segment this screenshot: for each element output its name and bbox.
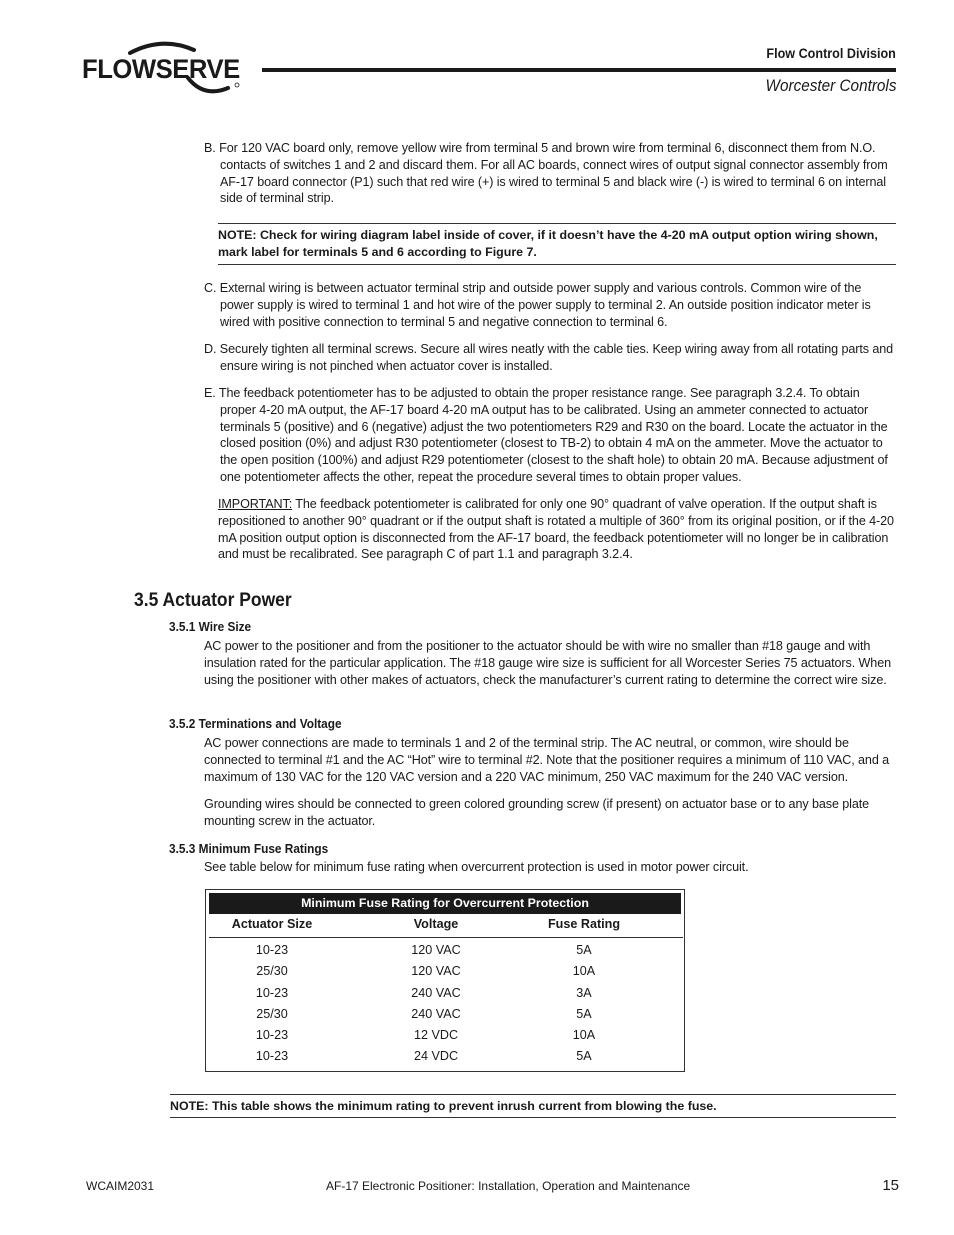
fuse-rating-table: [205, 889, 685, 1072]
logo-wordmark: FLOWSERVE: [82, 54, 240, 84]
item-c-text: C. External wiring is between actuator terminal strip and outside power supply and various controls. Common wire of the power supply is wired to terminal 1 and hot wire of the power supply to terminal 2. An outside position indicator meter is wired with positive connection to terminal 5 and negative connection to terminal 6.: [204, 281, 871, 329]
terminations-heading: 3.5.2 Terminations and Voltage: [169, 717, 342, 731]
item-c: [204, 280, 896, 330]
item-b-text: B. For 120 VAC board only, remove yellow wire from terminal 5 and brown wire from terminal 6, disconnect them from N.O. contacts of switches 1 and 2 and discard them. For all AC boards, connect wires of output signal connector assembly from AF-17 board connector (P1) such that red wire (+) is wired to terminal 5 and black wire (-) is wired to terminal 6 on internal side of terminal strip.: [204, 141, 888, 206]
table-header-row: [206, 916, 684, 936]
cell-actuator-size: 10-23: [255, 986, 289, 1000]
cell-fuse-rating: 5A: [576, 1007, 592, 1021]
terminations-text-2: Grounding wires should be connected to green colored grounding screw (if present) on actuator base or to any base plate mounting screw in the actuator.: [204, 797, 870, 828]
section-title: 3.5 Actuator Power: [134, 590, 292, 611]
item-b: [204, 140, 896, 207]
cell-voltage: 24 VDC: [413, 1049, 459, 1063]
important-label: IMPORTANT:: [218, 497, 293, 511]
fuse-ratings-heading: 3.5.3 Minimum Fuse Ratings: [169, 842, 329, 856]
table-row: [206, 986, 684, 1007]
cell-voltage: 240 VAC: [411, 1007, 461, 1021]
cell-fuse-rating: 10A: [572, 1028, 596, 1042]
important-text: The feedback potentiometer is calibrated for only one 90° quadrant of valve operation. If the output shaft is repositioned to another 90° quadrant or if the output shaft is rotated a multiple of 360° from its original position, or if the 4-20 mA position output option is disconnected from the AF-17 board, the feedback potentiometer will no longer be in calibration and must be recalibrated. See paragraph C of part 1.1 and paragraph 3.2.4.: [218, 497, 894, 562]
cell-voltage: 120 VAC: [411, 964, 461, 978]
header-rule: [262, 68, 896, 72]
page-number: 15: [882, 1177, 899, 1194]
header-voltage: Voltage: [413, 917, 459, 931]
table-row: [206, 1049, 684, 1070]
table-title: Minimum Fuse Rating for Overcurrent Protection: [209, 893, 681, 914]
inrush-note: NOTE: This table shows the minimum rating to prevent inrush current from blowing the fuse.: [170, 1094, 896, 1118]
header-brand: Worcester Controls: [765, 76, 896, 95]
cell-voltage: 240 VAC: [411, 986, 461, 1000]
wiring-label-note: NOTE: Check for wiring diagram label inside of cover, if it doesn’t have the 4-20 mA output option wiring shown, mark label for terminals 5 and 6 according to Figure 7.: [218, 223, 896, 265]
footer-doc-title: AF-17 Electronic Positioner: Installation, Operation and Maintenance: [326, 1179, 691, 1193]
header-fuse-rating: Fuse Rating: [547, 917, 621, 931]
item-d: [204, 341, 896, 375]
table-row: [206, 964, 684, 985]
item-d-text: D. Securely tighten all terminal screws. Secure all wires neatly with the cable ties. Keep wiring away from all rotating parts and ensure wiring is not pinched when actuator cover is installed.: [204, 342, 894, 373]
cell-fuse-rating: 5A: [576, 1049, 592, 1063]
cell-fuse-rating: 3A: [576, 986, 592, 1000]
header-division: Flow Control Division: [766, 45, 896, 61]
cell-actuator-size: 25/30: [256, 1007, 288, 1021]
terminations-text-1: AC power connections are made to terminals 1 and 2 of the terminal strip. The AC neutral, or common, wire should be connected to terminal #1 and the AC “Hot” wire to terminal #2. Note that the positioner requires a minimum of 110 VAC, and a maximum of 130 VAC for the 120 VAC version and a 220 VAC minimum, 250 VAC maximum for the 240 VAC version.: [204, 736, 890, 784]
cell-fuse-rating: 10A: [572, 964, 596, 978]
wire-size-heading: 3.5.1 Wire Size: [169, 620, 252, 634]
table-row: [206, 1028, 684, 1049]
table-row: [206, 1007, 684, 1028]
flowserve-logo: [82, 38, 242, 100]
item-e-text: E. The feedback potentiometer has to be adjusted to obtain the proper resistance range. See paragraph 3.2.4. To obtain proper 4-20 mA output, the AF-17 board 4-20 mA output has to be calibrated. Using an ammeter connected to actuator terminals 5 (positive) and 6 (negative) adjust the two potentiometers R29 and R30 on the board. Locate the actuator in the closed position (0%) and adjust R30 potentiometer (closest to TB-2) to obtain 4 mA on the ammeter. Move the actuator to the open position (100%) and adjust R29 potentiometer (closest to the shaft hole) to obtain 20 mA. Because adjustment of one potentiometer affects the other, repeat the procedure several times to obtain proper values.: [204, 386, 888, 484]
important-paragraph: [218, 496, 896, 563]
table-row: [206, 943, 684, 964]
cell-fuse-rating: 5A: [576, 943, 592, 957]
cell-actuator-size: 10-23: [255, 1028, 289, 1042]
footer-doc-id: WCAIM2031: [86, 1179, 155, 1193]
table-header-rule: [209, 937, 683, 938]
cell-voltage: 12 VDC: [413, 1028, 459, 1042]
item-e: [204, 385, 896, 486]
cell-actuator-size: 10-23: [255, 943, 289, 957]
cell-actuator-size: 10-23: [255, 1049, 289, 1063]
cell-voltage: 120 VAC: [411, 943, 461, 957]
header-actuator-size: Actuator Size: [231, 917, 313, 931]
wire-size-text: AC power to the positioner and from the positioner to the actuator should be with wire no smaller than #18 gauge and with insulation rated for the particular application. The #18 gauge wire size is sufficient for all Worcester Series 75 actuators. When using the positioner with other makes of actuators, check the manufacturer’s current rating to determine the correct wire size.: [204, 639, 892, 687]
cell-actuator-size: 25/30: [256, 964, 288, 978]
fuse-ratings-text: See table below for minimum fuse rating when overcurrent protection is used in motor power circuit.: [204, 860, 749, 874]
